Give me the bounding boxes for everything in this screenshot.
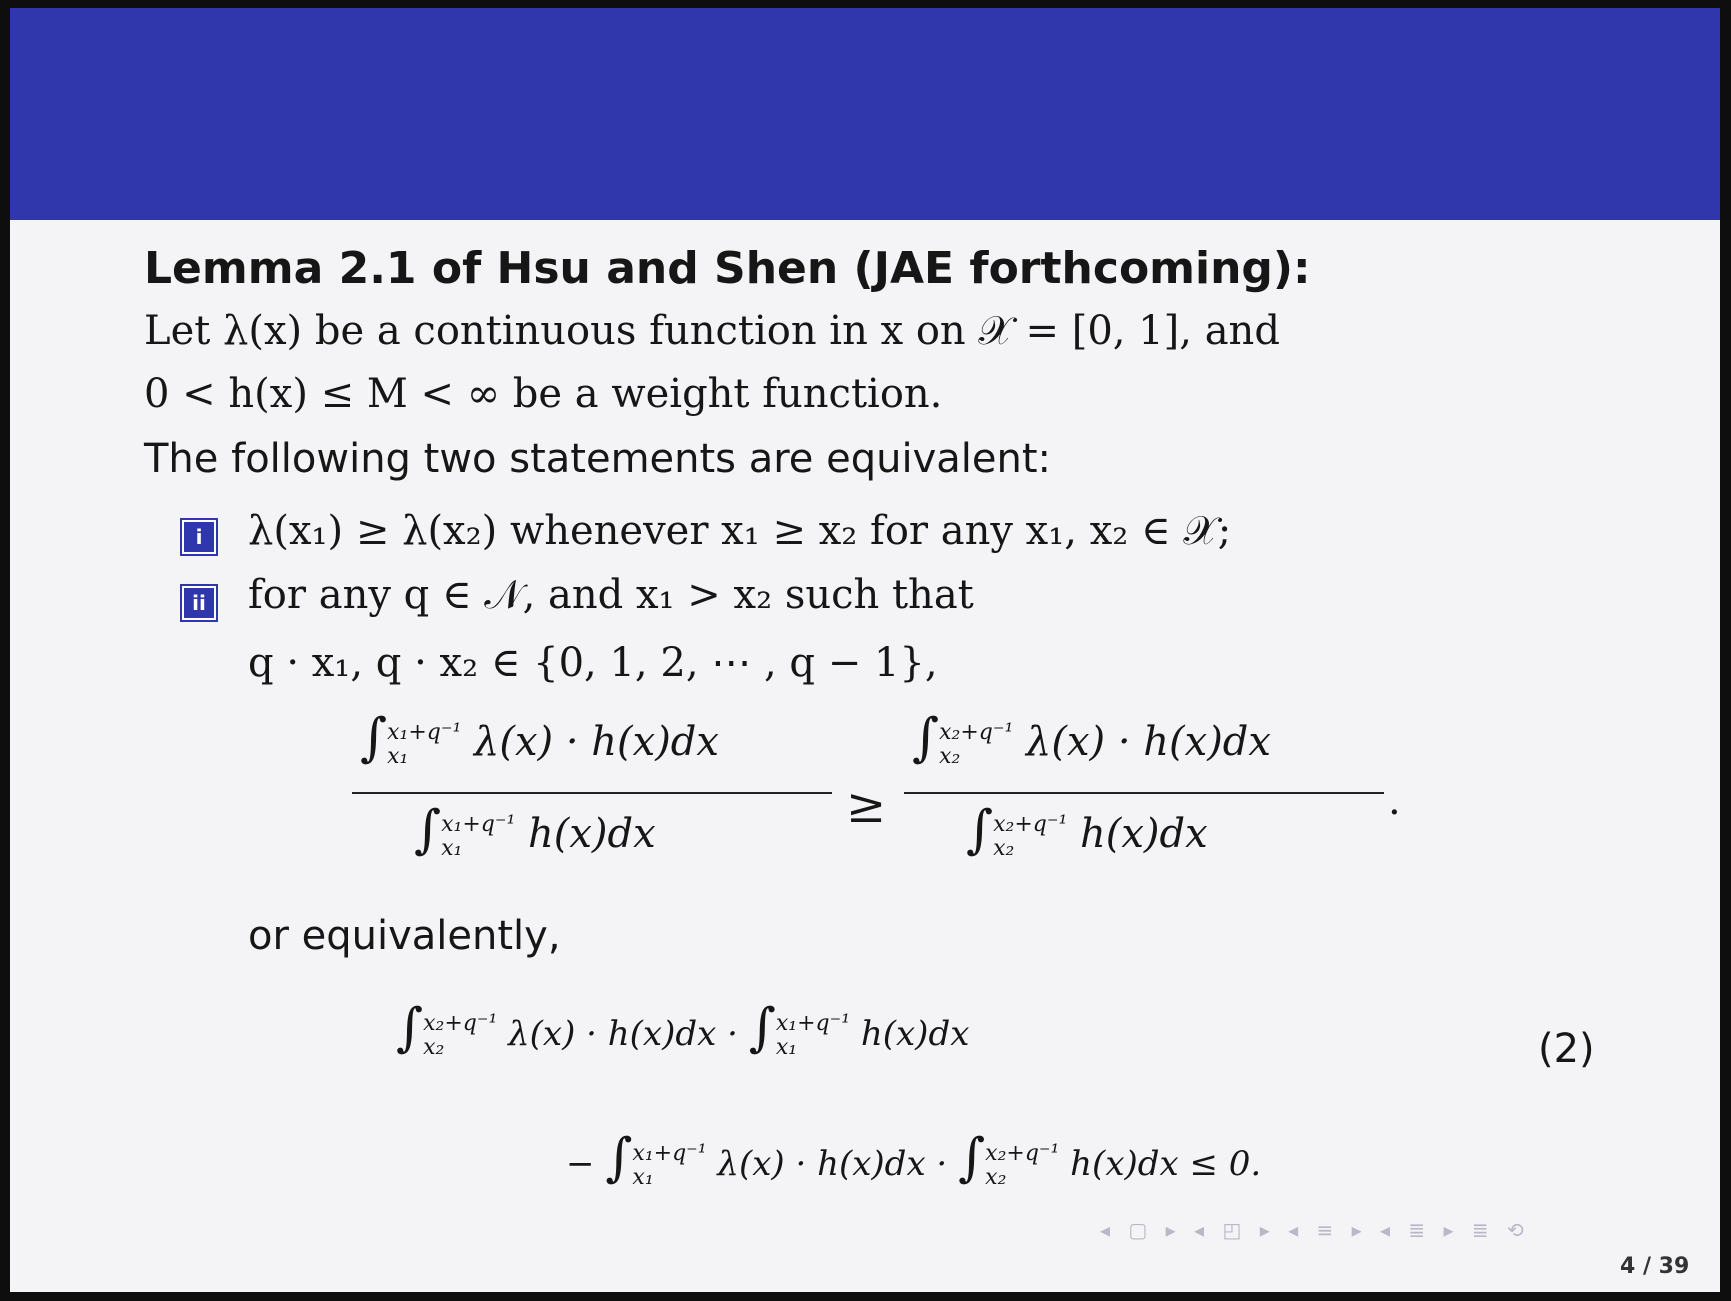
integral-upper-limit: x₂+q⁻¹: [993, 812, 1068, 837]
integrand: h(x)dx: [860, 1014, 970, 1054]
statement-ii-condition: q · x₁, q · x₂ ∈ {0, 1, 2, ⋯ , q − 1},: [248, 640, 938, 686]
integral-lower-limit: x₂: [423, 1035, 445, 1060]
integrand: λ(x) · h(x)dx: [1026, 719, 1271, 765]
integral-sign: ∫: [912, 708, 940, 768]
slide: [10, 8, 1720, 1292]
integrand: λ(x) · h(x)dx: [474, 719, 719, 765]
equation-2-line-1: [396, 998, 969, 1060]
statement-ii: for any q ∈ 𝒩, and x₁ > x₂ such that: [248, 572, 974, 618]
minus-sign: −: [566, 1144, 595, 1184]
integral-lower-limit: x₁: [632, 1165, 654, 1190]
lemma-statement-line-1: Let λ(x) be a continuous function in x on 𝒳 = [0, 1], and: [144, 308, 1280, 354]
integral-sign: ∫: [958, 1128, 986, 1188]
integral-sign: ∫: [396, 998, 424, 1058]
integral-upper-limit: x₁+q⁻¹: [632, 1141, 707, 1166]
statement-i: λ(x₁) ≥ λ(x₂) whenever x₁ ≥ x₂ for any x₁, x₂ ∈ 𝒳;: [248, 508, 1232, 554]
integral-upper-limit: x₁+q⁻¹: [775, 1011, 851, 1036]
integral-lower-limit: x₁: [387, 744, 409, 769]
slide-header-bar: [10, 8, 1720, 220]
fraction-left-numerator: [360, 708, 719, 769]
integral-sign: ∫: [966, 800, 994, 860]
lemma-statement-line-3: The following two statements are equivalent:: [144, 436, 1052, 482]
page-number: 4 / 39: [1620, 1254, 1690, 1279]
integral-sign: ∫: [748, 998, 776, 1058]
lemma-title: Lemma 2.1 of Hsu and Shen (JAE forthcoming):: [144, 243, 1311, 294]
integrand: h(x)dx: [1080, 811, 1208, 857]
fraction-left-denominator: [414, 800, 656, 861]
integrand: λ(x) · h(x)dx ·: [508, 1014, 738, 1054]
integral-lower-limit: x₁: [775, 1035, 798, 1060]
integral-sign: ∫: [414, 800, 442, 860]
fraction-right-numerator: [912, 708, 1271, 769]
fraction-right: [904, 708, 1384, 878]
integral-upper-limit: x₁+q⁻¹: [441, 812, 516, 837]
integral-lower-limit: x₂: [985, 1165, 1007, 1190]
integrand: λ(x) · h(x)dx ·: [717, 1144, 948, 1184]
equation-2-line-2: [566, 1128, 1261, 1190]
fraction-bar: [352, 792, 832, 794]
beamer-navigation-icons[interactable]: ◂ ▢ ▸ ◂ ◰ ▸ ◂ ≡ ▸ ◂ ≣ ▸ ≣ ⟲: [1100, 1218, 1530, 1242]
fraction-left: [352, 708, 832, 878]
integral-upper-limit: x₁+q⁻¹: [387, 720, 462, 745]
fraction-bar: [904, 792, 1384, 794]
or-equivalently: or equivalently,: [248, 913, 561, 959]
integral-upper-limit: x₂+q⁻¹: [985, 1141, 1060, 1166]
integral-upper-limit: x₂+q⁻¹: [423, 1011, 498, 1036]
integral-lower-limit: x₂: [993, 836, 1015, 861]
fraction-right-denominator: [966, 800, 1208, 861]
integral-lower-limit: x₂: [939, 744, 961, 769]
lemma-statement-line-2: 0 < h(x) ≤ M < ∞ be a weight function.: [144, 371, 943, 417]
enum-badge-ii: ii: [182, 586, 216, 620]
enum-badge-i: i: [182, 520, 216, 554]
integrand: h(x)dx: [528, 811, 656, 857]
integral-lower-limit: x₁: [441, 836, 463, 861]
integral-sign: ∫: [605, 1128, 633, 1188]
integrand: h(x)dx ≤ 0.: [1070, 1144, 1262, 1184]
inequality-sign: ≥: [846, 778, 887, 834]
integral-upper-limit: x₂+q⁻¹: [939, 720, 1014, 745]
equation-number: (2): [1538, 1026, 1595, 1072]
integral-sign: ∫: [360, 708, 388, 768]
period: .: [1388, 778, 1401, 824]
